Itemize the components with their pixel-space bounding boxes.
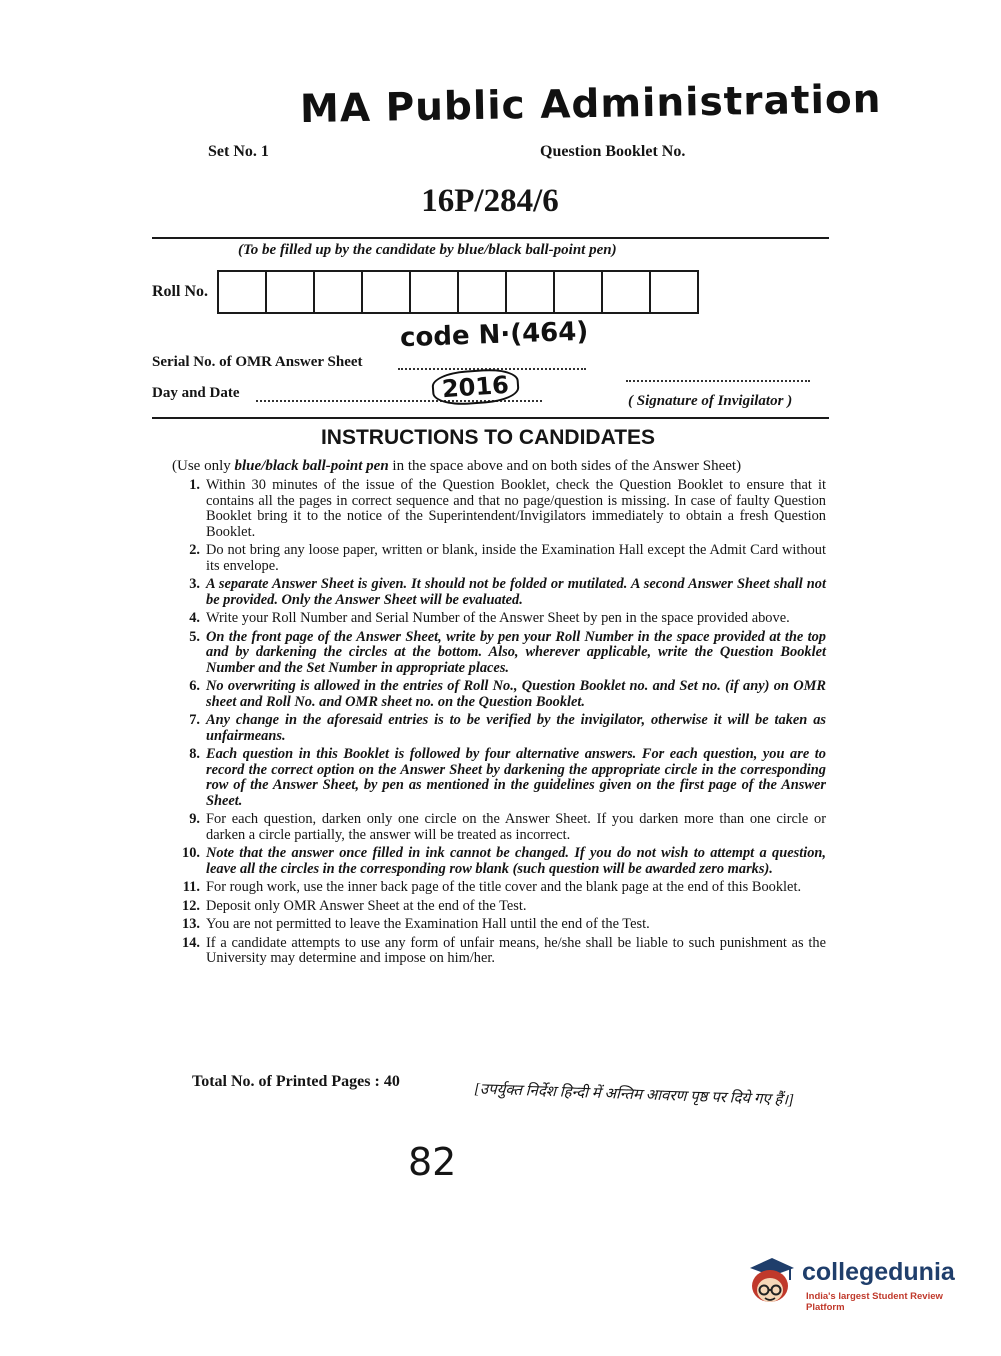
instruction-item (172, 880, 826, 896)
instruction-text: On the front page of the Answer Sheet, write by pen your Roll Number in the space provided at the top and by darkening the circles at the bottom. Also, wherever applicable, write the Question Booklet Number and the Set Number in appropriate places. (206, 628, 826, 676)
set-number: Set No. 1 (208, 143, 269, 160)
instruction-text: Any change in the aforesaid entries is to be verified by the invigilator, otherwise it will be taken as unfairmeans. (206, 712, 826, 744)
instruction-item (172, 899, 826, 915)
roll-number-boxes[interactable] (217, 270, 699, 314)
use-note-prefix: (Use only (172, 458, 235, 474)
roll-digit-box[interactable] (219, 272, 267, 312)
instruction-item (172, 543, 826, 574)
instruction-text: Do not bring any loose paper, written or blank, inside the Examination Hall except the Admit Card without its envelope. (206, 542, 826, 574)
instruction-number: 3. (189, 576, 200, 592)
instruction-number: 8. (189, 746, 200, 762)
instruction-number: 12. (182, 897, 200, 914)
instruction-number: 1. (189, 477, 200, 493)
instruction-text: Note that the answer once filled in ink cannot be changed. If you do not wish to attempt a question, leave all the circles in the corresponding row blank (such question will be awarded zero marks). (206, 845, 826, 877)
instruction-text: For rough work, use the inner back page of the title cover and the blank page at the end of this Booklet. (206, 879, 802, 895)
booklet-number-label: Question Booklet No. (540, 143, 686, 160)
hindi-note: [उपर्युक्त निर्देश हिन्दी में अन्तिम आवरण पृष्ठ पर दिये गए हैं।] (473, 1081, 795, 1109)
handwritten-page-number: 82 (408, 1140, 457, 1184)
roll-digit-box[interactable] (363, 272, 411, 312)
signature-field[interactable] (626, 380, 810, 382)
fill-note: (To be filled up by the candidate by blue/black ball-point pen) (238, 242, 617, 258)
roll-digit-box[interactable] (555, 272, 603, 312)
brand-tagline: India's largest Student Review Platform (806, 1291, 943, 1313)
instruction-number: 6. (189, 678, 200, 694)
roll-digit-box[interactable] (651, 272, 697, 312)
instruction-number: 7. (189, 712, 200, 728)
instruction-number: 4. (189, 610, 200, 626)
roll-number-label: Roll No. (152, 283, 208, 300)
collegedunia-watermark (742, 1250, 982, 1314)
instruction-text: Write your Roll Number and Serial Number of the Answer Sheet by pen in the space provided above. (206, 610, 790, 626)
day-date-label: Day and Date (152, 385, 240, 401)
instruction-item (172, 747, 826, 809)
student-mascot-icon (742, 1252, 798, 1308)
instruction-number: 5. (189, 628, 200, 645)
instruction-item (172, 713, 826, 744)
instruction-text: You are not permitted to leave the Examination Hall until the end of the Test. (206, 916, 650, 932)
instruction-text: For each question, darken only one circle on the Answer Sheet. If you darken more than one circle or darken a circle partially, the answer will be treated as incorrect. (206, 811, 826, 843)
roll-digit-box[interactable] (267, 272, 315, 312)
instructions-list (172, 478, 826, 970)
instruction-number: 14. (182, 934, 200, 951)
booklet-code: 16P/284/6 (421, 183, 559, 219)
instruction-text: Each question in this Booklet is followed by four alternative answers. For each question, you are to record the correct option on the Answer Sheet by darkening the appropriate circle in the corresponding row of the Answer Sheet, by pen as mentioned in the guidelines given on the first page of the Answer Sheet. (206, 746, 826, 809)
instruction-item (172, 577, 826, 608)
bottom-rule (152, 417, 829, 419)
instruction-item (172, 936, 826, 967)
roll-digit-box[interactable] (459, 272, 507, 312)
use-note-emphasis: blue/black ball-point pen (234, 458, 389, 474)
instruction-item (172, 611, 826, 627)
roll-digit-box[interactable] (411, 272, 459, 312)
instruction-item (172, 812, 826, 843)
instruction-text: No overwriting is allowed in the entries of Roll No., Question Booklet no. and Set no. (if any) on OMR sheet and Roll No. and OMR sheet no. on the Question Booklet. (206, 678, 826, 710)
instruction-number: 13. (182, 916, 200, 932)
use-pen-note (172, 458, 741, 475)
instruction-text: A separate Answer Sheet is given. It should not be folded or mutilated. A second Answer Sheet shall not be provided. Only the Answer Sheet will be evaluated. (206, 576, 826, 608)
instruction-text: If a candidate attempts to use any form of unfair means, he/she shall be liable to such punishment as the University may determine and impose on him/her. (206, 934, 826, 966)
roll-digit-box[interactable] (603, 272, 651, 312)
brand-name: collegedunia (802, 1258, 955, 1286)
roll-digit-box[interactable] (315, 272, 363, 312)
use-note-suffix: in the space above and on both sides of the Answer Sheet) (388, 458, 742, 474)
top-rule (152, 237, 829, 239)
signature-label: ( Signature of Invigilator ) (628, 393, 793, 409)
instruction-number: 10. (182, 845, 200, 861)
instruction-item (172, 478, 826, 540)
handwritten-year: 2016 (431, 367, 520, 407)
omr-serial-label: Serial No. of OMR Answer Sheet (152, 354, 363, 370)
instruction-text: Deposit only OMR Answer Sheet at the end of the Test. (206, 897, 527, 914)
instruction-number: 9. (189, 811, 200, 827)
total-pages: Total No. of Printed Pages : 40 (192, 1073, 400, 1090)
instruction-item (172, 846, 826, 877)
instruction-item (172, 917, 826, 933)
roll-digit-box[interactable] (507, 272, 555, 312)
handwritten-code-note: code N·(464) (399, 316, 589, 354)
instruction-number: 11. (182, 879, 200, 895)
instructions-heading: INSTRUCTIONS TO CANDIDATES (320, 426, 656, 449)
instruction-item (172, 679, 826, 710)
handwritten-title: MA Public Administration (299, 76, 882, 133)
instruction-number: 2. (189, 542, 200, 558)
instruction-text: Within 30 minutes of the issue of the Question Booklet, check the Question Booklet to ensure that it contains all the pages in correct sequence and that no page/question is missing. In case of faulty Question Booklet bring it to the notice of the Superintendent/Invigilators immediately to obtain a fresh Question Booklet. (206, 477, 826, 540)
instruction-item (172, 630, 826, 677)
